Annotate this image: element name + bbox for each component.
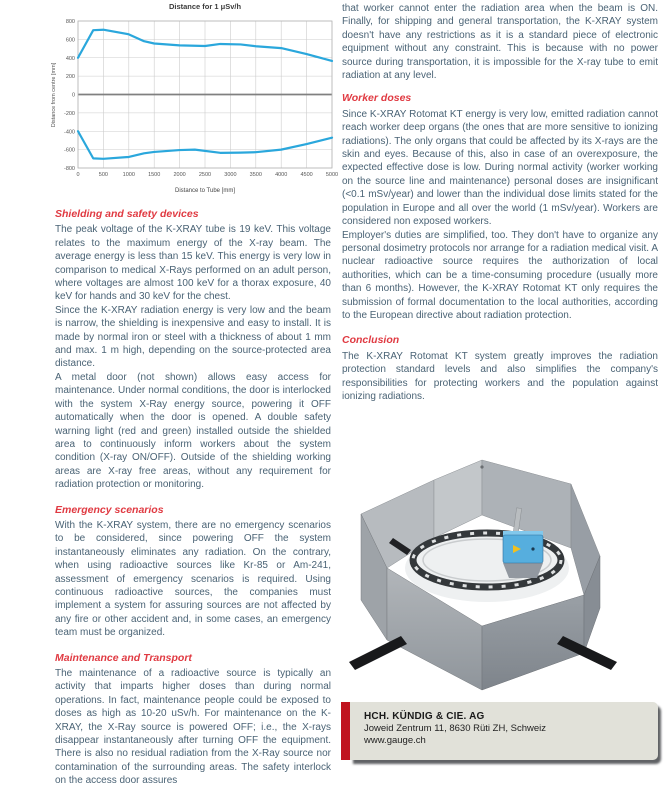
paragraph: Since K-XRAY Rotomat KT energy is very low, emitted radiation cannot reach worker deep organs (the ones that are more sensitive to ionizing radiations). The only organs that could be affected by its X-rays are the skin and eyes. Because of this, also in case of an overexposure, the expected effective dose is low. During normal activity (worker working on the source line and maintenance) personal doses are insignificant (<0.1 mSv/year) and lower than the individual dose limits stated for the population in Europe and all over the world (1 mSv/year). Workers are considered non exposed workers.: [342, 108, 658, 228]
paragraph: A metal door (not shown) allows easy access for maintenance. Under normal conditions, the door is interlocked with the system X-Ray energy source, powering it OFF automatically when the door is opened. A double safety warning light (red and green) installed outside the shielded area to continuously inform workers about the system condition (X-ray ON/OFF). Outside of the shielding working areas are X-ray free areas, without any requirement for radiation protection or monitoring.: [55, 371, 331, 491]
paragraph: Since the K-XRAY radiation energy is very low and the beam is narrow, the shielding is inexpensive and easy to install. It is made by normal iron or steel with a thickness of about 1 mm and max. 1 m high, depending on the source-protected area distance.: [55, 304, 331, 370]
svg-text:4500: 4500: [300, 172, 313, 178]
support-leg-left: [349, 636, 407, 670]
sensor-head-blue-box: [503, 535, 543, 563]
section-shielding: [55, 208, 331, 492]
svg-text:200: 200: [65, 74, 75, 81]
footer-contact-card: [341, 702, 658, 760]
svg-text:0: 0: [71, 92, 75, 99]
company-address: Joweid Zentrum 11, 8630 Rüti ZH, Schweiz: [364, 723, 546, 734]
section-heading-emergency: Emergency scenarios: [55, 503, 164, 516]
svg-text:1500: 1500: [148, 172, 161, 178]
svg-text:400: 400: [65, 55, 75, 62]
svg-text:-400: -400: [63, 129, 75, 136]
svg-text:3500: 3500: [249, 172, 262, 178]
paragraph-continuation: that worker cannot enter the radiation area when the beam is ON. Finally, for shipping and general transportation, the K-XRAY system doesn't have any restrictions as it is a standard piece of electronic equipment without any constraint. This is because with no power source during transportation, it is impossible for the X-ray tube to emit radiation at any level.: [342, 3, 658, 82]
section-heading-shielding: Shielding and safety devices: [55, 208, 199, 220]
svg-text:3000: 3000: [224, 172, 237, 178]
svg-text:2000: 2000: [173, 172, 186, 178]
svg-text:1000: 1000: [122, 172, 135, 178]
shield-wall-back-top-left: [434, 460, 482, 538]
paragraph: The peak voltage of the K-XRAY tube is 19 keV. This voltage relates to the maximum energy of the X-ray beam. The average energy is less than 15 keV. This energy is very low in comparison to medical X-Rays performed on an adult person, where voltages are almost 100 keV for a thorax exposure, 40 keV for hands and 30 keV for the chest.: [55, 224, 331, 303]
product-photo-illustration: [337, 438, 659, 700]
chart-x-axis-label: Distance to Tube [mm]: [174, 188, 236, 194]
svg-text:4000: 4000: [275, 172, 288, 178]
chart-svg: [48, 0, 340, 198]
footer-contact-box: [350, 702, 658, 760]
product-photo-rotomat-enclosure: [337, 438, 659, 700]
chart-y-axis-label: Distance from centre [mm]: [51, 62, 57, 128]
svg-text:2500: 2500: [198, 172, 212, 178]
chart-title: Distance for 1 μSv/h: [168, 2, 242, 11]
section-heading-conclusion: Conclusion: [342, 334, 400, 347]
sensor-bracket: [503, 563, 543, 578]
left-text-column: [55, 196, 331, 788]
right-text-column: [342, 2, 658, 403]
section-heading-worker-doses: Worker doses: [342, 92, 412, 105]
svg-text:5000: 5000: [325, 172, 339, 178]
screw-hole: [480, 465, 483, 468]
svg-text:-600: -600: [63, 147, 75, 154]
svg-text:-800: -800: [63, 166, 75, 172]
svg-text:600: 600: [65, 37, 75, 44]
section-maintenance: [55, 652, 331, 788]
svg-text:500: 500: [98, 172, 108, 178]
svg-text:-200: -200: [63, 110, 75, 117]
svg-text:0: 0: [76, 172, 80, 178]
footer-accent-bar: [341, 702, 350, 760]
section-emergency: [55, 504, 331, 640]
sensor-indicator: [531, 547, 534, 550]
section-heading-maintenance: Maintenance and Transport: [55, 651, 192, 664]
paragraph: Employer's duties are simplified, too. They don't have to organize any personal dosimetry protocols nor arrange for a radiation medical visit. A nuclear radioactive source requires the authorization of local authorities, which can be a time-consuming procedure (usually more than 6 months). However, the K-XRAY Rotomat KT only requires the submission of formal documentation to the local authorities, according to the European directive about radiation protection.: [342, 229, 658, 321]
shielding-distance-chart: [48, 0, 340, 198]
section-worker-doses: [342, 92, 658, 322]
company-website[interactable]: www.gauge.ch: [364, 735, 426, 746]
paragraph: The K-XRAY Rotomat KT system greatly improves the radiation protection standard levels and also simplifies the company's responsibilities for protecting workers and the population against ionizing radiations.: [342, 350, 658, 402]
section-conclusion: [342, 334, 658, 403]
svg-text:800: 800: [65, 19, 75, 25]
paragraph: With the K-XRAY system, there are no emergency scenarios to be considered, since powering OFF the system instantaneously eliminates any radiation. On the contrary, when using radioactive sources like Kr-85 or Am-241, assessment of emergency scenarios is required. Using continuous radioactive sources, the companies must implement a system for assuring sources are not affected by any fire or other accident and, in some cases, an emergency team must be organized.: [55, 519, 331, 639]
paragraph: The maintenance of a radioactive source is typically an activity that imparts higher doses than during normal operations. In fact, maintenance people could be exposed to doses as high as 10-20 uSv/h. For maintenance on the K-XRAY, the X-Ray source is powered OFF; i.e., the X-rays disappear instantaneously after turning OFF the equipment. There is also no residual radiation from the X-Ray source nor contamination of the surrounding areas. The safety interlock on the access door assures: [55, 668, 331, 787]
company-name: HCH. KÜNDIG & CIE. AG: [364, 711, 485, 722]
